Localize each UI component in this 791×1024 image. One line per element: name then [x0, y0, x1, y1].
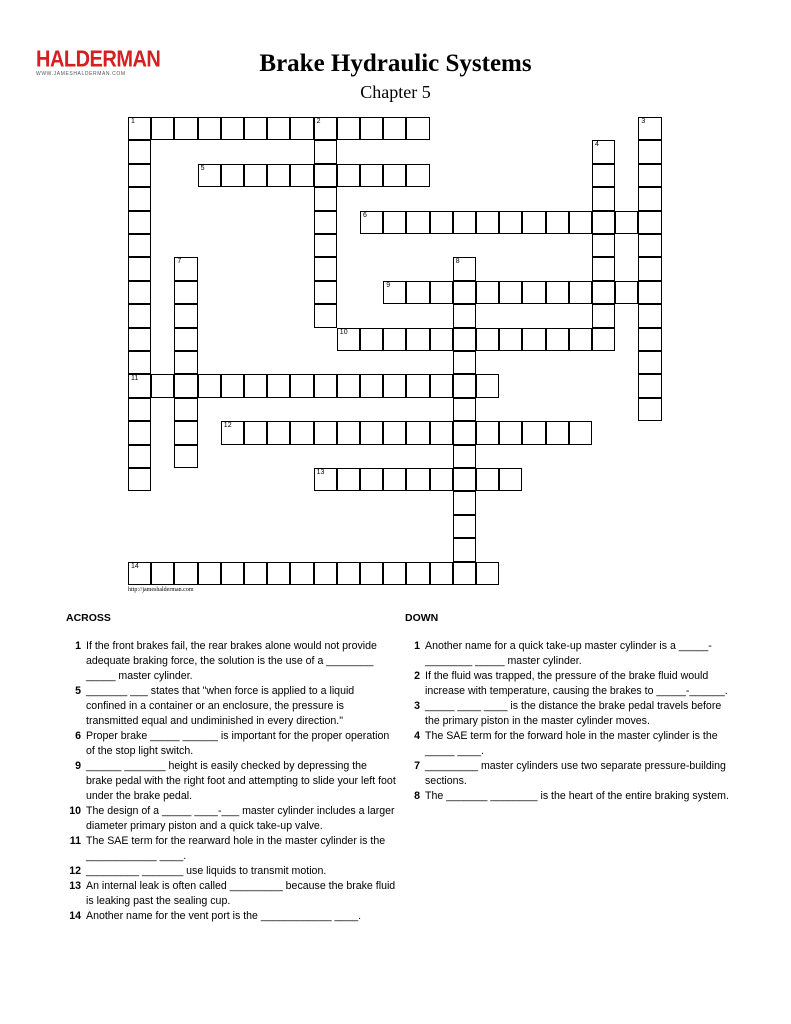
- grid-cell[interactable]: [267, 421, 290, 444]
- grid-cell[interactable]: [314, 304, 337, 327]
- grid-cell[interactable]: [453, 257, 476, 280]
- cell-number: 13: [316, 469, 325, 476]
- logo-wordmark: HALDERMAN: [36, 46, 161, 73]
- across-clue: [66, 909, 396, 924]
- grid-cell[interactable]: [522, 328, 545, 351]
- grid-cell[interactable]: [174, 257, 197, 280]
- clue-text: Another name for a quick take-up master cylinder is a _____-________ _____ master cylinder.: [425, 640, 712, 667]
- cell-number: 6: [363, 211, 367, 219]
- grid-cell[interactable]: [128, 187, 151, 210]
- grid-cell[interactable]: [174, 281, 197, 304]
- grid-cell[interactable]: [592, 304, 615, 327]
- grid-cell[interactable]: [314, 374, 337, 397]
- clue-text: Another name for the vent port is the ____________ ____.: [86, 910, 362, 922]
- grid-cell[interactable]: [615, 211, 638, 234]
- grid-cell[interactable]: [174, 351, 197, 374]
- grid-cell[interactable]: [198, 164, 221, 187]
- grid-cell[interactable]: [406, 211, 429, 234]
- grid-cell[interactable]: [476, 562, 499, 585]
- cell-number: 14: [131, 562, 139, 570]
- grid-cell[interactable]: [638, 328, 661, 351]
- grid-cell[interactable]: [314, 257, 337, 280]
- clue-number: 10: [69, 805, 81, 817]
- grid-cell[interactable]: [453, 421, 476, 444]
- grid-cell[interactable]: [453, 491, 476, 514]
- grid-cell[interactable]: [638, 304, 661, 327]
- grid-cell[interactable]: [476, 328, 499, 351]
- grid-cell[interactable]: [522, 211, 545, 234]
- grid-cell[interactable]: [337, 468, 360, 491]
- grid-cell[interactable]: [337, 374, 360, 397]
- grid-cell[interactable]: [360, 468, 383, 491]
- grid-cell[interactable]: [383, 211, 406, 234]
- grid-cell[interactable]: [174, 398, 197, 421]
- clue-text: The _______ ________ is the heart of the entire braking system.: [425, 790, 729, 802]
- grid-cell[interactable]: [383, 374, 406, 397]
- grid-cell[interactable]: [383, 328, 406, 351]
- grid-cell[interactable]: [174, 328, 197, 351]
- grid-cell[interactable]: [360, 117, 383, 140]
- grid-cell[interactable]: [337, 328, 360, 351]
- grid-cell[interactable]: [522, 421, 545, 444]
- grid-cell[interactable]: [314, 562, 337, 585]
- grid-cell[interactable]: [592, 234, 615, 257]
- grid-cell[interactable]: [198, 374, 221, 397]
- clue-number: 11: [69, 835, 81, 847]
- grid-cell[interactable]: [244, 164, 267, 187]
- grid-cell[interactable]: [546, 281, 569, 304]
- across-clue: [66, 639, 396, 684]
- grid-cell[interactable]: [174, 562, 197, 585]
- grid-cell[interactable]: [290, 562, 313, 585]
- clue-number: 8: [414, 790, 420, 802]
- down-clue-list: [405, 639, 735, 804]
- page-subtitle: Chapter 5: [360, 82, 431, 102]
- cell-number: 12: [223, 422, 232, 430]
- grid-cell[interactable]: [406, 421, 429, 444]
- grid-cell[interactable]: [476, 374, 499, 397]
- grid-cell[interactable]: [638, 140, 661, 163]
- grid-cell[interactable]: [546, 211, 569, 234]
- cell-number: 10: [339, 328, 348, 336]
- grid-cell[interactable]: [314, 421, 337, 444]
- grid-cell[interactable]: [546, 421, 569, 444]
- grid-cell[interactable]: [128, 211, 151, 234]
- grid-cell[interactable]: [638, 281, 661, 304]
- down-heading: DOWN: [405, 612, 439, 624]
- grid-cell[interactable]: [383, 468, 406, 491]
- grid-cell[interactable]: [128, 328, 151, 351]
- grid-cell[interactable]: [290, 117, 313, 140]
- grid-cell[interactable]: [476, 421, 499, 444]
- clue-text: The design of a _____ ____-___ master cylinder includes a larger diameter primary piston and a quick take-up valve.: [86, 805, 395, 832]
- clue-text: If the fluid was trapped, the pressure of the brake fluid would increase with temperature, causing the brakes to _____-______.: [425, 670, 728, 697]
- grid-cell[interactable]: [314, 234, 337, 257]
- grid-cell[interactable]: [360, 421, 383, 444]
- grid-cell[interactable]: [128, 164, 151, 187]
- grid-cell[interactable]: [128, 304, 151, 327]
- grid-cell[interactable]: [406, 281, 429, 304]
- grid-cell[interactable]: [267, 374, 290, 397]
- clue-text: _________ master cylinders use two separate pressure-building sections.: [425, 760, 726, 787]
- grid-cell[interactable]: [337, 421, 360, 444]
- grid-cell[interactable]: [290, 164, 313, 187]
- grid-cell[interactable]: [406, 374, 429, 397]
- grid-cell[interactable]: [337, 562, 360, 585]
- grid-cell[interactable]: [174, 445, 197, 468]
- grid-cell[interactable]: [151, 374, 174, 397]
- grid-cell[interactable]: [337, 164, 360, 187]
- cell-number: 1: [131, 118, 135, 125]
- clue-text: An internal leak is often called _________ because the brake fluid is leaking past the sealing cup.: [86, 880, 396, 907]
- clue-number: 13: [69, 880, 81, 892]
- clue-number: 14: [69, 910, 81, 922]
- grid-cell[interactable]: [314, 187, 337, 210]
- grid-cell[interactable]: [221, 164, 244, 187]
- across-clue: [66, 879, 396, 909]
- grid-cell[interactable]: [592, 211, 615, 234]
- grid-cell[interactable]: [244, 562, 267, 585]
- grid-cell[interactable]: [128, 421, 151, 444]
- grid-cell[interactable]: [430, 374, 453, 397]
- grid-cell[interactable]: [406, 328, 429, 351]
- down-clue: [405, 789, 735, 804]
- across-clues: [66, 611, 396, 924]
- across-heading: ACROSS: [66, 612, 111, 624]
- grid-cell[interactable]: [267, 164, 290, 187]
- cell-number: 11: [131, 375, 139, 383]
- clue-text: ______ _______ height is easily checked by depressing the brake pedal with the right foot and attempting to slide your left foot under the brake pedal.: [86, 760, 396, 802]
- grid-cell[interactable]: [638, 398, 661, 421]
- grid-cell[interactable]: [453, 468, 476, 491]
- grid-cell[interactable]: [406, 468, 429, 491]
- grid-cell[interactable]: [290, 421, 313, 444]
- grid-cell[interactable]: [406, 164, 429, 187]
- grid-cell[interactable]: [522, 281, 545, 304]
- grid-cell[interactable]: [430, 562, 453, 585]
- across-clue: [66, 864, 396, 879]
- grid-cell[interactable]: [499, 211, 522, 234]
- grid-cell[interactable]: [128, 117, 151, 140]
- grid-cell[interactable]: [360, 374, 383, 397]
- grid-cell[interactable]: [406, 117, 429, 140]
- grid-cell[interactable]: [128, 281, 151, 304]
- clue-text: _____ ____ ____ is the distance the brake pedal travels before the primary piston in the master cylinder moves.: [425, 700, 722, 727]
- clue-number: 3: [414, 700, 420, 712]
- grid-cell[interactable]: [383, 164, 406, 187]
- grid-cell[interactable]: [453, 538, 476, 561]
- grid-cell[interactable]: [128, 351, 151, 374]
- grid-cell[interactable]: [453, 328, 476, 351]
- grid-cell[interactable]: [314, 281, 337, 304]
- credit-url: http://jameshalderman.com: [128, 587, 194, 593]
- down-clue: [405, 699, 735, 729]
- grid-cell[interactable]: [592, 187, 615, 210]
- grid-cell[interactable]: [290, 374, 313, 397]
- grid-cell[interactable]: [569, 281, 592, 304]
- grid-cell[interactable]: [383, 421, 406, 444]
- grid-cell[interactable]: [476, 468, 499, 491]
- grid-cell[interactable]: [430, 468, 453, 491]
- grid-cell[interactable]: [453, 211, 476, 234]
- cell-number: 4: [595, 141, 599, 149]
- clue-number: 2: [414, 670, 420, 682]
- grid-cell[interactable]: [383, 562, 406, 585]
- grid-cell[interactable]: [476, 211, 499, 234]
- grid-cell[interactable]: [198, 562, 221, 585]
- cell-number: 8: [455, 258, 460, 266]
- grid-cell[interactable]: [499, 281, 522, 304]
- clue-number: 4: [414, 730, 420, 742]
- grid-cell[interactable]: [360, 211, 383, 234]
- grid-cell[interactable]: [337, 117, 360, 140]
- grid-cell[interactable]: [453, 562, 476, 585]
- grid-cell[interactable]: [406, 562, 429, 585]
- down-clue: [405, 759, 735, 789]
- clue-text: Proper brake _____ ______ is important for the proper operation of the stop light switch.: [86, 730, 390, 757]
- grid-cell[interactable]: [615, 281, 638, 304]
- grid-cell[interactable]: [638, 257, 661, 280]
- cell-number: 2: [316, 118, 321, 125]
- down-clue: [405, 669, 735, 699]
- grid-cell[interactable]: [569, 328, 592, 351]
- grid-cell[interactable]: [546, 328, 569, 351]
- clue-number: 6: [75, 730, 81, 742]
- grid-cell[interactable]: [638, 211, 661, 234]
- across-clue: [66, 729, 396, 759]
- grid-cell[interactable]: [314, 117, 337, 140]
- grid-cell[interactable]: [174, 304, 197, 327]
- grid-cell[interactable]: [453, 351, 476, 374]
- grid-cell[interactable]: [569, 211, 592, 234]
- grid-cell[interactable]: [569, 421, 592, 444]
- grid-cell[interactable]: [430, 211, 453, 234]
- down-clue: [405, 639, 735, 669]
- cell-number: 9: [386, 281, 391, 289]
- clue-number: 5: [75, 685, 81, 697]
- grid-cell[interactable]: [592, 328, 615, 351]
- clue-text: If the front brakes fail, the rear brakes alone would not provide adequate braking force, the solution is the use of a ________ _____ master cylinder.: [86, 640, 377, 682]
- logo-url: WWW.JAMESHALDERMAN.COM: [36, 71, 126, 77]
- grid-cell[interactable]: [314, 211, 337, 234]
- grid-cell[interactable]: [174, 374, 197, 397]
- grid-cell[interactable]: [221, 421, 244, 444]
- grid-cell[interactable]: [151, 117, 174, 140]
- grid-cell[interactable]: [221, 562, 244, 585]
- across-clue: [66, 804, 396, 834]
- clue-text: The SAE term for the forward hole in the master cylinder is the _____ ____.: [425, 730, 718, 757]
- grid-cell[interactable]: [314, 468, 337, 491]
- grid-cell[interactable]: [128, 374, 151, 397]
- grid-cell[interactable]: [360, 562, 383, 585]
- grid-cell[interactable]: [453, 398, 476, 421]
- grid-cell[interactable]: [499, 328, 522, 351]
- grid-cell[interactable]: [638, 234, 661, 257]
- grid-cell[interactable]: [174, 117, 197, 140]
- grid-cell[interactable]: [174, 421, 197, 444]
- grid-cell[interactable]: [453, 445, 476, 468]
- grid-cell[interactable]: [453, 281, 476, 304]
- grid-cell[interactable]: [499, 468, 522, 491]
- clue-text: _________ _______ use liquids to transmit motion.: [86, 865, 327, 877]
- cell-number: 5: [200, 164, 205, 172]
- page-title: Brake Hydraulic Systems: [259, 50, 532, 77]
- across-clue: [66, 759, 396, 804]
- grid-cell[interactable]: [430, 421, 453, 444]
- across-clue: [66, 834, 396, 864]
- grid-cell[interactable]: [128, 468, 151, 491]
- grid-cell[interactable]: [383, 281, 406, 304]
- grid-cell[interactable]: [314, 140, 337, 163]
- down-clue: [405, 729, 735, 759]
- grid-cell[interactable]: [453, 374, 476, 397]
- clue-number: 1: [414, 640, 420, 652]
- clue-number: 1: [75, 640, 81, 652]
- grid-cell[interactable]: [314, 164, 337, 187]
- cell-number: 7: [177, 258, 182, 266]
- grid-cell[interactable]: [244, 117, 267, 140]
- grid-cell[interactable]: [151, 562, 174, 585]
- across-clue-list: [66, 639, 396, 924]
- cell-number: 3: [641, 118, 646, 125]
- grid-cell[interactable]: [198, 117, 221, 140]
- grid-cell[interactable]: [592, 281, 615, 304]
- grid-cell[interactable]: [638, 351, 661, 374]
- grid-cell[interactable]: [638, 164, 661, 187]
- grid-cell[interactable]: [476, 281, 499, 304]
- grid-cell[interactable]: [360, 328, 383, 351]
- grid-cell[interactable]: [267, 562, 290, 585]
- grid-cell[interactable]: [360, 164, 383, 187]
- grid-cell[interactable]: [267, 117, 290, 140]
- clue-number: 9: [75, 760, 81, 772]
- grid-cell[interactable]: [128, 234, 151, 257]
- grid-cell[interactable]: [592, 164, 615, 187]
- grid-cell[interactable]: [592, 140, 615, 163]
- grid-cell[interactable]: [221, 374, 244, 397]
- grid-cell[interactable]: [638, 374, 661, 397]
- grid-cell[interactable]: [128, 257, 151, 280]
- grid-cell[interactable]: [128, 445, 151, 468]
- grid-cell[interactable]: [221, 117, 244, 140]
- grid-cell[interactable]: [244, 421, 267, 444]
- grid-cell[interactable]: [592, 257, 615, 280]
- across-clue: [66, 684, 396, 729]
- grid-cell[interactable]: [638, 187, 661, 210]
- grid-cell[interactable]: [128, 140, 151, 163]
- down-clues: [405, 611, 735, 804]
- grid-cell[interactable]: [453, 515, 476, 538]
- clue-number: 12: [69, 865, 81, 877]
- grid-cell[interactable]: [453, 304, 476, 327]
- grid-cell[interactable]: [638, 117, 661, 140]
- grid-cell[interactable]: [244, 374, 267, 397]
- clue-text: The SAE term for the rearward hole in the master cylinder is the ____________ ____.: [86, 835, 386, 862]
- clue-text: _______ ___ states that "when force is applied to a liquid confined in a container or an enclosure, the pressure is transmitted equal and undiminished in every direction.": [86, 685, 355, 727]
- grid-cell[interactable]: [430, 328, 453, 351]
- clue-number: 7: [414, 760, 420, 772]
- grid-cell[interactable]: [128, 398, 151, 421]
- grid-cell[interactable]: [383, 117, 406, 140]
- grid-cell[interactable]: [430, 281, 453, 304]
- grid-cell[interactable]: [128, 562, 151, 585]
- grid-cell[interactable]: [499, 421, 522, 444]
